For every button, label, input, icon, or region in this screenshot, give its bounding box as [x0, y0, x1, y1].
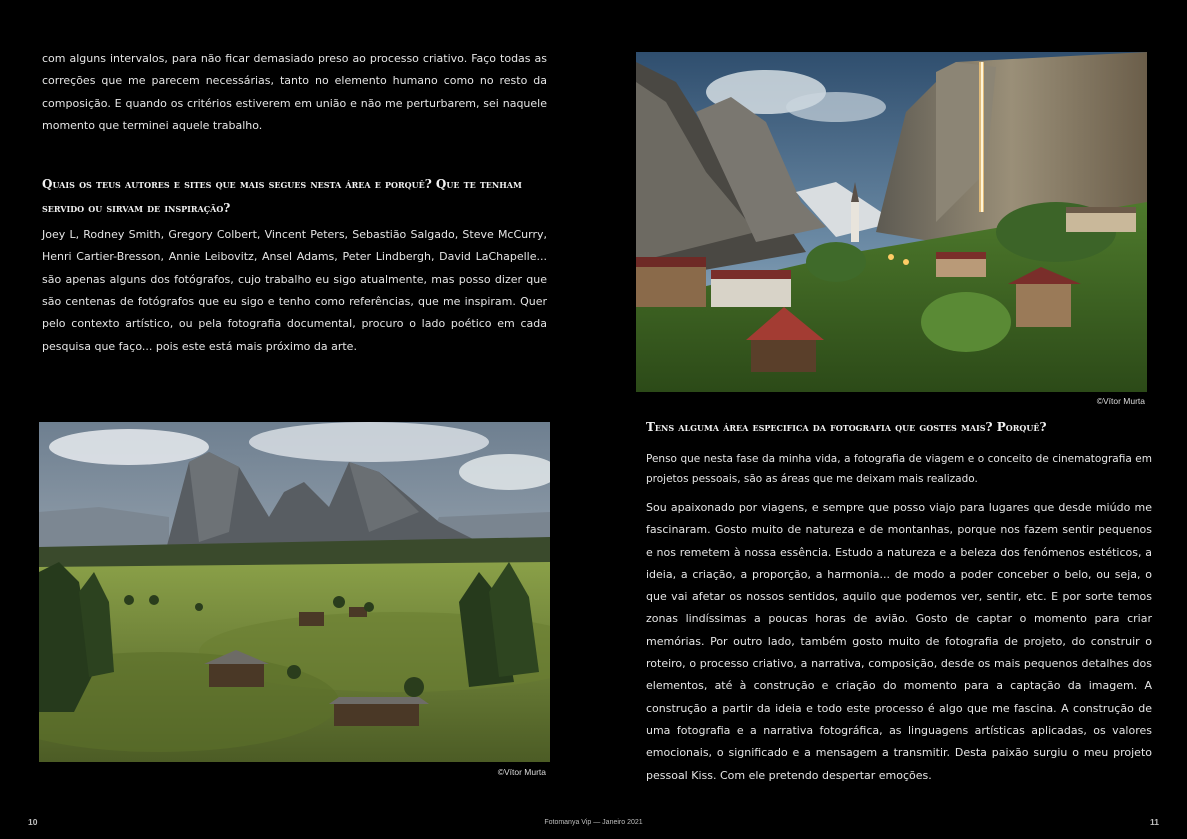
intro-paragraph: com alguns intervalos, para não ficar demasiado preso ao processo criativo. Faço todas as correções que me parecem necessárias, tanto no elemento humano como no resto da composição. E quando os critérios estiverem em união e não me perturbarem, sei naquele momento que terminei aquele trabalho. [42, 52, 547, 132]
question-heading-area: Tens alguma área especifica da fotografia que gostes mais? Porquê? [646, 420, 1047, 434]
photo-valley-waterfall [636, 52, 1147, 392]
answer-paragraph-authors: Joey L, Rodney Smith, Gregory Colbert, Vincent Peters, Sebastião Salgado, Steve McCurry, Henri Cartier-Bresson, Annie Leibovitz, Ansel Adams, Peter Lindbergh, David LaChapelle... são apenas alguns dos fotógrafos, cujo trabalho eu sigo atualmente, mas posso dizer que são centenas de fotógrafos que eu sigo e tenho como referências, que me inspiram. Quer pelo contexto artístico, ou pela fotografia documental, procuro o lado poético em cada pesquisa que faço... pois este está mais próximo da arte. [42, 228, 547, 353]
left-column [42, 48, 547, 358]
question-heading-authors: Quais os teus autores e sites que mais segues nesta área e porquê? Que te tenham servido ou sirvam de inspiração? [42, 177, 522, 216]
answer-paragraph-short: Penso que nesta fase da minha vida, a fotografia de viagem e o conceito de cinematografia em projetos pessoais, são as áreas que me deixam mais realizado. [646, 453, 1152, 485]
photo-alpine-meadow [39, 422, 550, 762]
page-number-right: 11 [1150, 817, 1159, 827]
answer-paragraph-long: Sou apaixonado por viagens, e sempre que posso viajo para lugares que desde miúdo me fascinaram. Gosto muito de natureza e de montanhas, porque nos fazem sentir pequenos e nos remetem à nossa essência. Estudo a natureza e a beleza dos fenómenos estéticos, a ideia, a criação, a proporção, a harmonia... de modo a poder conceber o belo, ou seja, o que vai afetar os nossos sentidos, aquilo que podemos ver, sentir, etc. E por sorte temos zonas lindíssimas a poucas horas de avião. Gosto de captar o momento para criar memórias. Por outro lado, também gosto muito de fotografia de projeto, do construir o roteiro, o processo criativo, a narrativa, composição, desde os mais pequenos detalhes dos elementos, até à construção e criação do momento para a captação da imagem. A construção a partir da ideia e todo este processo é algo que me fascina. A construção de uma fotografia e a narrativa fotográfica, as linguagens artísticas aplicadas, os valores emocionais, o significado e a mensagem a transmitir. Desta paixão surgiu o meu projeto pessoal Kiss. Com ele pretendo despertar emoções. [646, 501, 1152, 782]
right-column [646, 415, 1152, 787]
photo-credit-bottom: ©Vítor Murta [497, 767, 546, 777]
photo-credit-top: ©Vítor Murta [1096, 396, 1145, 406]
page-number-left: 10 [28, 817, 38, 827]
magazine-footer: Fotomanya Vip — Janeiro 2021 [544, 819, 643, 826]
